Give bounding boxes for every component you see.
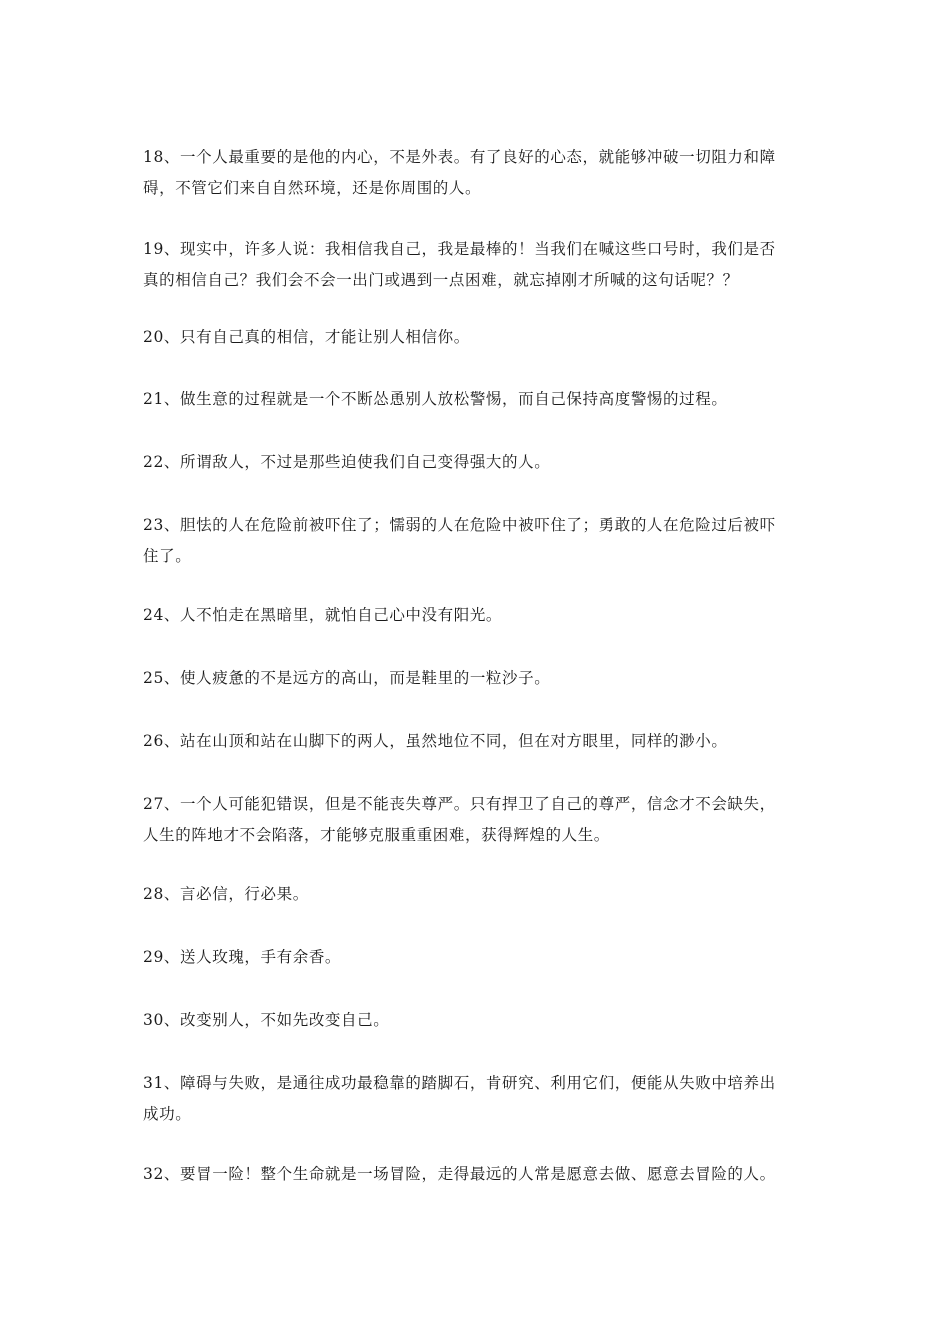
paragraph-31 <box>143 1068 811 1130</box>
paragraph-line: 27、一个人可能犯错误，但是不能丧失尊严。只有捍卫了自己的尊严，信念才不会缺失， <box>143 795 776 813</box>
paragraph-27 <box>143 789 811 851</box>
paragraph-line: 人生的阵地才不会陷落，才能够克服重重困难，获得辉煌的人生。 <box>143 826 610 844</box>
paragraph-line: 28、言必信，行必果。 <box>143 885 309 903</box>
paragraph-29 <box>143 942 811 973</box>
paragraph-26 <box>143 726 811 757</box>
paragraph-20 <box>143 322 811 353</box>
paragraph-line: 碍，不管它们来自自然环境，还是你周围的人。 <box>143 179 482 197</box>
paragraph-18 <box>143 142 811 204</box>
paragraph-line: 22、所谓敌人，不过是那些迫使我们自己变得强大的人。 <box>143 453 551 471</box>
paragraph-line: 26、站在山顶和站在山脚下的两人，虽然地位不同，但在对方眼里，同样的渺小。 <box>143 732 728 750</box>
paragraph-24 <box>143 600 811 631</box>
paragraph-line: 21、做生意的过程就是一个不断怂恿别人放松警惕，而自己保持高度警惕的过程。 <box>143 390 728 408</box>
paragraph-19 <box>143 234 811 296</box>
paragraph-line: 成功。 <box>143 1105 192 1123</box>
paragraph-line: 30、改变别人，不如先改变自己。 <box>143 1011 390 1029</box>
paragraph-line: 真的相信自己？我们会不会一出门或遇到一点困难，就忘掉刚才所喊的这句话呢？？ <box>143 271 739 289</box>
paragraph-23 <box>143 510 811 572</box>
paragraph-28 <box>143 879 811 910</box>
paragraph-line: 19、现实中，许多人说：我相信我自己，我是最棒的！当我们在喊这些口号时，我们是否 <box>143 240 776 258</box>
paragraph-32 <box>143 1159 811 1190</box>
paragraph-line: 25、使人疲惫的不是远方的高山，而是鞋里的一粒沙子。 <box>143 669 551 687</box>
paragraph-line: 20、只有自己真的相信，才能让别人相信你。 <box>143 328 470 346</box>
paragraph-line: 18、一个人最重要的是他的内心，不是外表。有了良好的心态，就能够冲破一切阻力和障 <box>143 148 776 166</box>
paragraph-line: 住了。 <box>143 547 192 565</box>
paragraph-line: 31、障碍与失败，是通往成功最稳靠的踏脚石，肯研究、利用它们，便能从失败中培养出 <box>143 1074 776 1092</box>
paragraph-line: 29、送人玫瑰，手有余香。 <box>143 948 342 966</box>
paragraph-22 <box>143 447 811 478</box>
paragraph-line: 23、胆怯的人在危险前被吓住了；懦弱的人在危险中被吓住了；勇敢的人在危险过后被吓 <box>143 516 776 534</box>
paragraph-30 <box>143 1005 811 1036</box>
paragraph-25 <box>143 663 811 694</box>
paragraph-21 <box>143 384 811 415</box>
paragraph-line: 32、要冒一险！整个生命就是一场冒险，走得最远的人常是愿意去做、愿意去冒险的人。 <box>143 1165 776 1183</box>
paragraph-line: 24、人不怕走在黑暗里，就怕自己心中没有阳光。 <box>143 606 503 624</box>
